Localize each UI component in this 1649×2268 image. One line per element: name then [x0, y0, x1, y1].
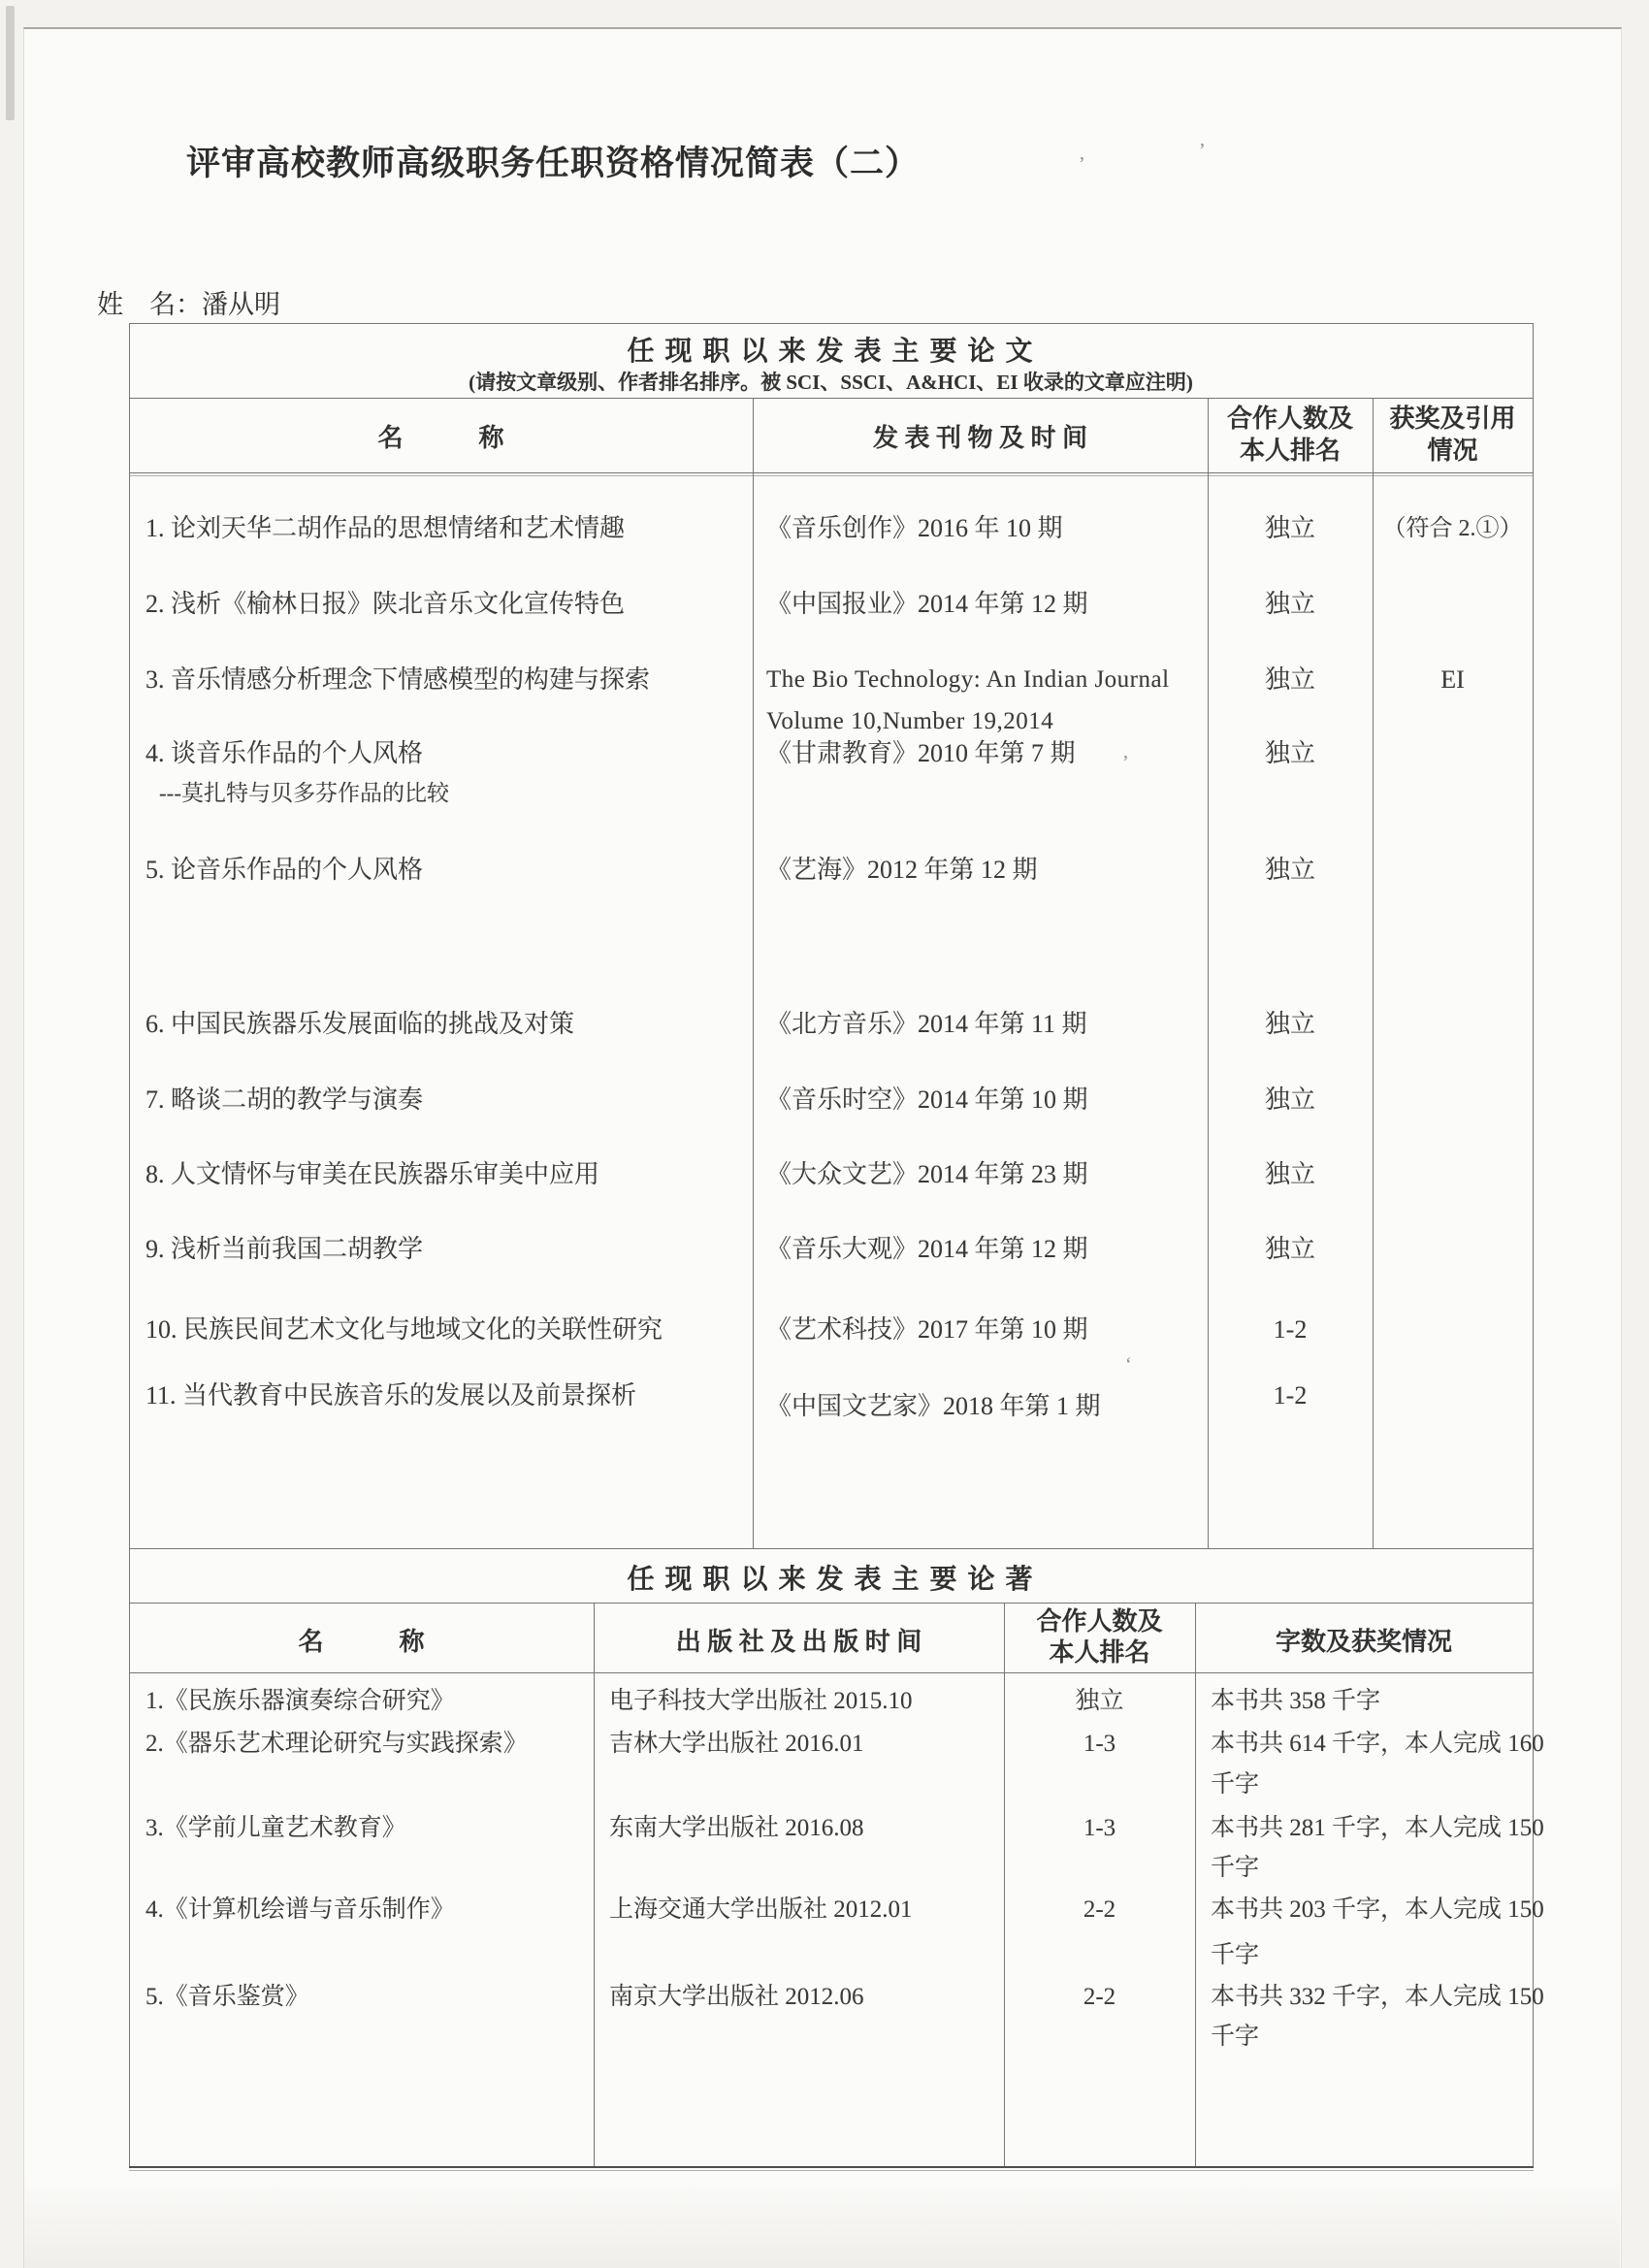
grid-line [129, 398, 1534, 399]
col-header-journal: 发 表 刊 物 及 时 间 [872, 424, 1087, 452]
book-name: 2.《器乐艺术理论研究与实践探索》 [146, 1731, 528, 1757]
paper-title: 6. 中国民族器乐发展面临的挑战及对策 [146, 1010, 575, 1038]
grid-line [594, 1603, 595, 2166]
paper-coop: 1-2 [1273, 1381, 1308, 1409]
paper-title: 11. 当代教育中民族音乐的发展以及前景探析 [146, 1381, 637, 1409]
col-header-book-coop-1: 合作人数及 [1036, 1607, 1163, 1636]
doc-title: 评审高校教师高级职务任职资格情况简表（二） [185, 145, 920, 182]
books-section-title: 任 现 职 以 来 发 表 主 要 论 著 [627, 1565, 1035, 1595]
paper-title: 10. 民族民间艺术文化与地域文化的关联性研究 [146, 1315, 663, 1344]
paper-journal: 《甘肃教育》2010 年第 7 期 [766, 739, 1076, 767]
paper-coop: 独立 [1264, 514, 1315, 542]
paper-journal: 《北方音乐》2014 年第 11 期 [766, 1010, 1087, 1038]
book-words-line2: 千字 [1211, 2024, 1260, 2050]
col-header-name: 名 称 [377, 424, 504, 452]
paper-journal: 《中国报业》2014 年第 12 期 [766, 590, 1088, 618]
paper-award: EI [1440, 665, 1465, 694]
book-words-line2: 千字 [1211, 1771, 1260, 1798]
paper-journal: 《大众文艺》2014 年第 23 期 [766, 1160, 1088, 1188]
paper-coop: 独立 [1264, 665, 1315, 694]
paper-title: 5. 论音乐作品的个人风格 [146, 856, 424, 884]
book-publisher: 上海交通大学出版社 2012.01 [609, 1896, 913, 1923]
grid-line [1533, 323, 1534, 1548]
paper-coop: 独立 [1264, 590, 1315, 618]
col-header-book-coop-2: 本人排名 [1049, 1638, 1150, 1667]
papers-section-title: 任 现 职 以 来 发 表 主 要 论 文 [627, 337, 1035, 367]
paper-title: 3. 音乐情感分析理念下情感模型的构建与探索 [146, 665, 651, 694]
book-publisher: 南京大学出版社 2012.06 [609, 1984, 864, 2010]
grid-line [129, 1672, 1534, 1673]
book-name: 3.《学前儿童艺术教育》 [146, 1815, 406, 1841]
paper-coop: 独立 [1264, 1085, 1315, 1114]
book-words: 本书共 358 千字 [1211, 1688, 1381, 1714]
book-coop: 1-3 [1083, 1731, 1116, 1757]
col-header-publisher: 出 版 社 及 出 版 时 间 [675, 1628, 922, 1656]
book-words: 本书共 332 千字，本人完成 150 [1211, 1984, 1544, 2010]
book-words-line2: 千字 [1211, 1855, 1260, 1881]
paper-journal: The Bio Technology: An Indian Journal [766, 666, 1170, 693]
book-name: 5.《音乐鉴赏》 [146, 1984, 309, 2010]
scan-speck: ’ [1122, 752, 1129, 773]
book-publisher: 吉林大学出版社 2016.01 [609, 1731, 864, 1757]
paper-coop: 1-2 [1273, 1315, 1308, 1344]
grid-line [129, 2170, 1534, 2171]
col-header-book-name: 名 称 [298, 1628, 425, 1656]
name-field: 姓 名：潘从明 [97, 290, 280, 319]
grid-line [129, 323, 1534, 324]
col-header-award-2: 情况 [1427, 437, 1478, 465]
scan-speck: ’ [1079, 153, 1085, 175]
paper-coop: 独立 [1264, 856, 1315, 884]
paper-title: 9. 浅析当前我国二胡教学 [146, 1235, 424, 1263]
col-header-words: 字数及获奖情况 [1275, 1628, 1452, 1656]
paper-journal: 《中国文艺家》2018 年第 1 期 [766, 1392, 1101, 1420]
grid-line [129, 472, 1534, 473]
grid-line [129, 1603, 1534, 1604]
grid-line [753, 398, 754, 1548]
scan-speck: ’ [1199, 140, 1206, 161]
paper-title: 7. 略谈二胡的教学与演奏 [146, 1085, 424, 1114]
papers-section-note: (请按文章级别、作者排名排序。被 SCI、SSCI、A&HCI、EI 收录的文章应注明) [469, 371, 1193, 394]
grid-line [129, 475, 1534, 476]
book-name: 4.《计算机绘谱与音乐制作》 [146, 1896, 455, 1923]
scan-speck: ‘ [1125, 1354, 1132, 1376]
col-header-coop-2: 本人排名 [1239, 437, 1341, 465]
paper-title-sub: ---莫扎特与贝多芬作品的比较 [159, 781, 449, 805]
paper-coop: 独立 [1264, 1235, 1315, 1263]
book-words: 本书共 203 千字，本人完成 150 [1211, 1896, 1544, 1923]
paper-coop: 独立 [1264, 1160, 1315, 1188]
grid-line [129, 323, 130, 1548]
paper-title: 8. 人文情怀与审美在民族器乐审美中应用 [146, 1160, 600, 1188]
paper-title: 1. 论刘天华二胡作品的思想情绪和艺术情趣 [146, 514, 626, 542]
book-words: 本书共 614 千字，本人完成 160 [1211, 1731, 1544, 1757]
book-coop: 2-2 [1083, 1984, 1116, 2010]
paper-journal-line2: Volume 10,Number 19,2014 [766, 708, 1054, 734]
paper-journal: 《音乐大观》2014 年第 12 期 [766, 1235, 1088, 1263]
grid-line [1533, 1548, 1534, 2166]
book-words: 本书共 281 千字，本人完成 150 [1211, 1815, 1544, 1841]
grid-line [129, 2166, 1534, 2168]
scan-edge-mark [6, 6, 15, 120]
col-header-coop-1: 合作人数及 [1226, 405, 1353, 433]
paper-coop: 独立 [1264, 1010, 1315, 1038]
book-publisher: 电子科技大学出版社 2015.10 [609, 1688, 913, 1714]
book-coop: 1-3 [1083, 1815, 1116, 1841]
grid-line [129, 1548, 1534, 1549]
paper-journal: 《艺术科技》2017 年第 10 期 [766, 1315, 1088, 1344]
paper-coop: 独立 [1264, 739, 1315, 767]
paper-journal: 《音乐创作》2016 年 10 期 [766, 514, 1063, 542]
paper-title: 2. 浅析《榆林日报》陕北音乐文化宣传特色 [146, 590, 626, 618]
paper-title: 4. 谈音乐作品的个人风格 [146, 739, 424, 767]
paper-journal: 《音乐时空》2014 年第 10 期 [766, 1085, 1088, 1114]
grid-line [1373, 398, 1374, 1548]
col-header-award-1: 获奖及引用 [1389, 405, 1516, 433]
book-publisher: 东南大学出版社 2016.08 [609, 1815, 864, 1841]
paper-award: （符合 2.①） [1382, 516, 1523, 541]
grid-line [1195, 1603, 1196, 2166]
book-words-line2: 千字 [1211, 1942, 1260, 1968]
book-coop: 独立 [1075, 1688, 1124, 1714]
book-name: 1.《民族乐器演奏综合研究》 [146, 1688, 455, 1714]
paper-journal: 《艺海》2012 年第 12 期 [766, 856, 1038, 884]
grid-line [1208, 398, 1209, 1548]
book-coop: 2-2 [1083, 1896, 1116, 1923]
scan-shadow [24, 2175, 1620, 2268]
